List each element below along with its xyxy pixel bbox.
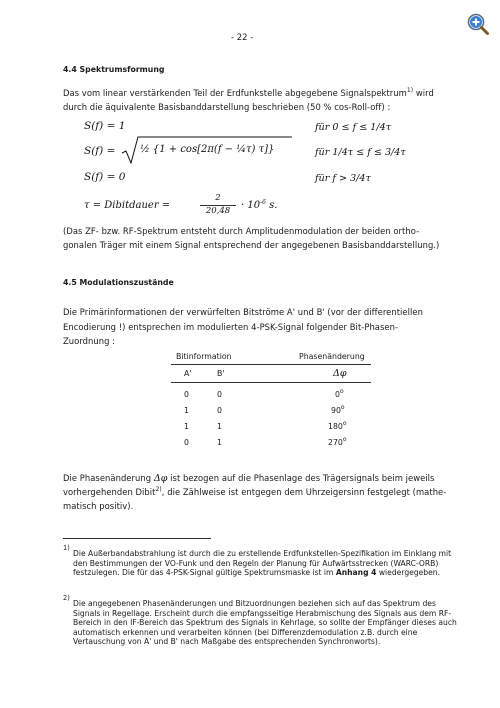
phase-note-text-b: ist bezogen auf die Phasenlage des Trägersignals beim jeweils xyxy=(170,473,435,483)
tau-label: τ = Dibitdauer = xyxy=(84,200,171,211)
phase-note-line-1 xyxy=(63,473,434,484)
table-row-2-b: 0 xyxy=(217,406,222,415)
section-4-4-line-1 xyxy=(63,88,434,100)
footnote-1-appendix-ref: Anhang 4 xyxy=(335,568,377,578)
table-row-4-phase-value: 270 xyxy=(328,438,343,447)
table-row-2-a: 1 xyxy=(184,406,189,415)
tau-tail xyxy=(241,200,277,211)
table-row-2-phase-value: 90 xyxy=(331,406,341,415)
section-4-4-line-2: durch die äquivalente Basisbanddarstellung beschrieben (50 % cos-Roll-off) : xyxy=(63,102,391,112)
table-subheader-phi: Δφ xyxy=(333,368,347,379)
footnote-1-text-b: wiedergegeben. xyxy=(376,568,441,578)
table-row-1-a: 0 xyxy=(184,390,189,399)
phase-note-line-2 xyxy=(63,487,446,499)
tau-unit: s. xyxy=(269,200,278,211)
section-4-5-line-1: Die Primärinformationen der verwürfelten Bitströme A' und B' (vor der differentiellen xyxy=(63,307,423,317)
table-row-4-b: 1 xyxy=(217,438,222,447)
section-4-4-text: Das vom linear verstärkenden Teil der Erdfunkstelle abgegebene Signalspektrum xyxy=(63,88,407,98)
footnote-2-mark: 2) xyxy=(63,594,70,602)
tau-definition xyxy=(84,200,170,211)
table-row-4-deg: o xyxy=(342,436,347,443)
formula-s2 xyxy=(84,145,115,157)
table-row-4-a: 0 xyxy=(184,438,189,447)
table-top-rule xyxy=(171,364,371,365)
condition-1: für 0 ≤ f ≤ 1/4τ xyxy=(315,122,392,133)
condition-2: für 1/4τ ≤ f ≤ 3/4τ xyxy=(315,147,406,158)
table-row-3-deg: o xyxy=(342,420,347,427)
phase-note-text-a: Die Phasenänderung xyxy=(63,473,152,483)
zf-note-line-2: gonalen Träger mit einem Signal entsprechend der angegebenen Basisbanddarstellung.) xyxy=(63,240,440,250)
table-header-phasenaenderung: Phasenänderung xyxy=(299,352,365,361)
footnote-2-text: Die angegebenen Phasenänderungen und Bitzuordnungen beziehen sich auf das Spektrum des Signals in Regellage. Erscheint durch die empfangsseitige Herabmischung des Signals aus dem RF-Bereich in den IF-Bereich das Spektrum des Signals in Kehrlage, so sollte der Empfänger dieses auch automatisch erkennen und verarbeiten können (bei Differenzdemodulation z.B. durch eine Vertauschung von A' und B' nach Maßgabe des entsprechenden Synchronworts). xyxy=(73,599,457,647)
table-row-3-phase xyxy=(328,422,347,431)
section-heading-4-4: 4.4 Spektrumsformung xyxy=(63,65,165,74)
table-row-1-b: 0 xyxy=(217,390,222,399)
table-row-3-phase-value: 180 xyxy=(328,422,343,431)
table-row-3-a: 1 xyxy=(184,422,189,431)
table-row-2-deg: o xyxy=(340,404,345,411)
phase-note-line-3: matisch positiv). xyxy=(63,501,134,511)
zoom-in-icon[interactable] xyxy=(466,12,490,36)
table-row-2-phase xyxy=(331,406,345,415)
table-row-3-b: 1 xyxy=(217,422,222,431)
tau-fraction-den: 20,48 xyxy=(205,206,231,216)
table-row-4-phase xyxy=(328,438,347,447)
footnote-1-mark: 1) xyxy=(63,544,70,552)
tau-exponent: -6 xyxy=(260,199,266,206)
table-sub-rule xyxy=(171,382,371,383)
table-subheader-a: A' xyxy=(184,369,192,378)
tau-power-base: · 10 xyxy=(241,200,261,211)
condition-3: für f > 3/4τ xyxy=(315,173,371,184)
table-subheader-b: B' xyxy=(217,369,225,378)
footnote-ref-2: 2) xyxy=(155,486,162,493)
formula-s1: S(f) = 1 xyxy=(84,120,126,132)
tau-fraction-num: 2 xyxy=(215,193,221,203)
formula-s2-left: S(f) = xyxy=(84,145,116,157)
footnote-1-text xyxy=(73,549,461,578)
phase-note-phi: Δφ xyxy=(153,473,168,484)
section-4-4-text-end: wird xyxy=(415,88,434,98)
phase-note-text-d: , die Zählweise ist entgegen dem Uhrzeigersinn festgelegt (mathe- xyxy=(161,487,447,497)
section-heading-4-5: 4.5 Modulationszustände xyxy=(63,278,174,287)
phase-note-text-c: vorhergehenden Dibit xyxy=(63,487,156,497)
formula-s2-body: ½ {1 + cos[2π(f − ¼τ) τ]} xyxy=(140,144,275,155)
table-row-1-phase xyxy=(335,390,344,399)
table-row-1-phase-value: 0 xyxy=(335,390,340,399)
footnote-separator xyxy=(63,538,211,539)
zf-note-line-1: (Das ZF- bzw. RF-Spektrum entsteht durch Amplitudenmodulation der beiden ortho- xyxy=(63,226,420,236)
section-4-5-line-2: Encodierung !) entsprechen im modulierten 4-PSK-Signal folgender Bit-Phasen- xyxy=(63,322,399,332)
table-header-bitinformation: Bitinformation xyxy=(176,352,232,361)
formula-s3: S(f) = 0 xyxy=(84,171,126,183)
footnote-ref-1: 1) xyxy=(406,87,414,94)
section-4-5-line-3: Zuordnung : xyxy=(63,336,116,346)
table-row-1-deg: o xyxy=(339,388,344,395)
footnote-1-text-a: Die Außerbandabstrahlung ist durch die zu erstellende Erdfunkstellen-Spezifikation im Einklang mit den Bestimmungen der VO-Funk und den Regeln der Planung für Aufwärtsstrecken (WARC-ORB) festzulegen. Die für das 4-PSK-Signal gültige Spektrumsmaske ist im xyxy=(73,549,452,578)
page-number: - 22 - xyxy=(231,32,254,42)
